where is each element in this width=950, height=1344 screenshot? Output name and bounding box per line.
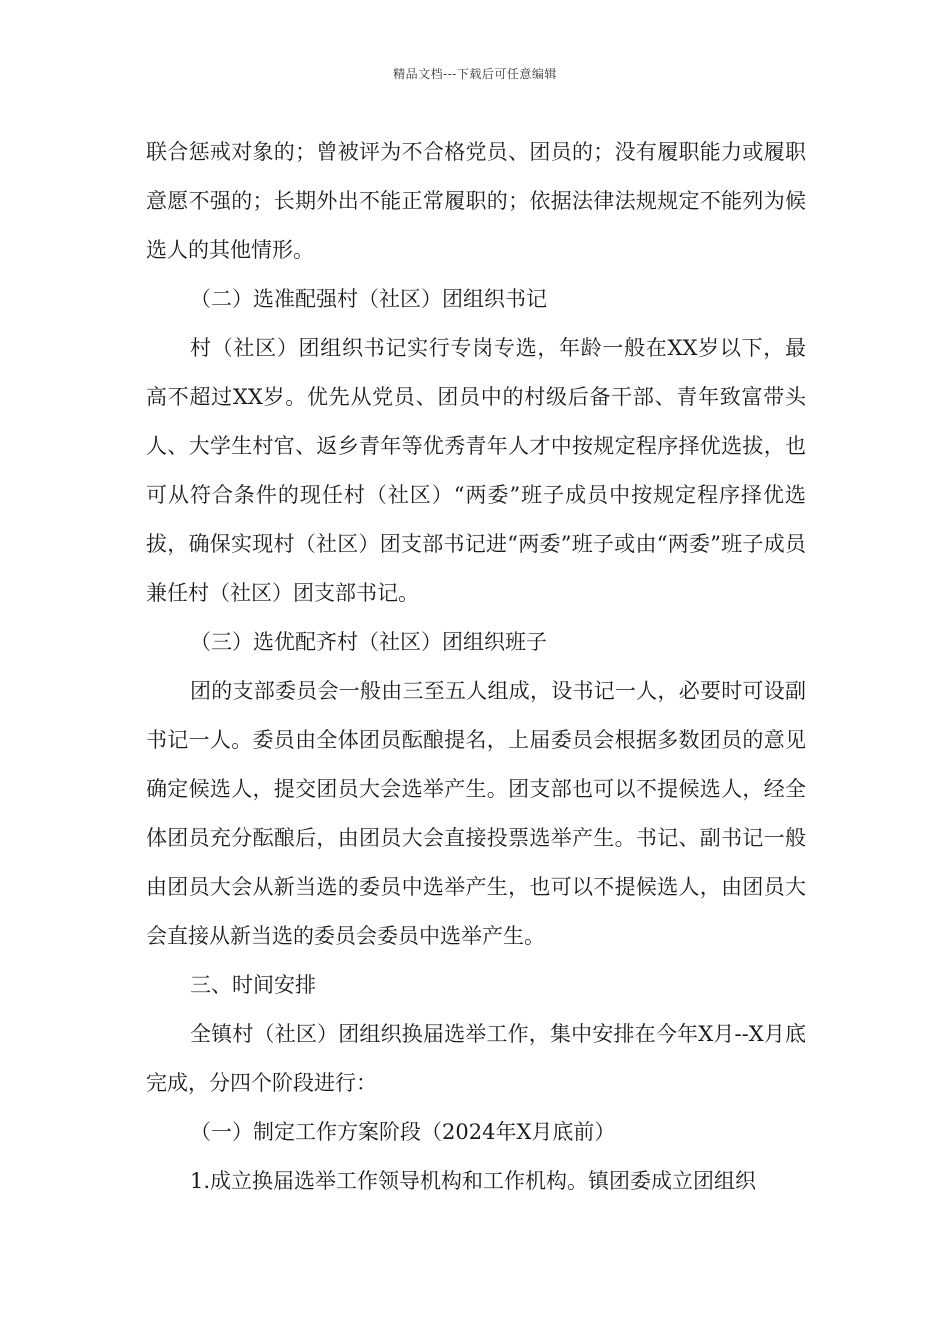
paragraph: 村（社区）团组织书记实行专岗专选，年龄一般在XX岁以下，最高不超过XX岁。优先从党员、团员中的村级后备干部、青年致富带头人、大学生村官、返乡青年等优秀青年人才中按规定程序择优选拔，也可从符合条件的现任村（社区）“两委”班子成员中按规定程序择优选拔，确保实现村（社区）团支部书记进“两委”班子或由“两委”班子成员兼任村（社区）团支部书记。 [146,336,806,605]
section-heading-3: （三）选优配齐村（社区）团组织班子 [190,630,547,654]
subsection-heading-1: （一）制定工作方案阶段（2024年X月底前） [190,1120,616,1144]
paragraph: 团的支部委员会一般由三至五人组成，设书记一人，必要时可设副书记一人。委员由全体团员酝酿提名，上届委员会根据多数团员的意见确定候选人，提交团员大会选举产生。团支部也可以不提候选人，经全体团员充分酝酿后，由团员大会直接投票选举产生。书记、副书记一般由团员大会从新当选的委员中选举产生，也可以不提候选人，由团员大会直接从新当选的委员会委员中选举产生。 [146,679,806,948]
section-heading-time: 三、时间安排 [190,973,316,997]
paragraph: 全镇村（社区）团组织换届选举工作，集中安排在今年X月--X月底完成，分四个阶段进行： [146,1022,806,1095]
paragraph-list-item: 1.成立换届选举工作领导机构和工作机构。镇团委成立团组织 [190,1169,757,1193]
section-heading-2: （二）选准配强村（社区）团组织书记 [190,287,547,311]
document-body [146,128,806,1206]
paragraph-continuation: 联合惩戒对象的；曾被评为不合格党员、团员的；没有履职能力或履职意愿不强的；长期外出不能正常履职的；依据法律法规规定不能列为候选人的其他情形。 [146,140,806,262]
page-header: 精品文档---下载后可任意编辑 [393,67,557,81]
